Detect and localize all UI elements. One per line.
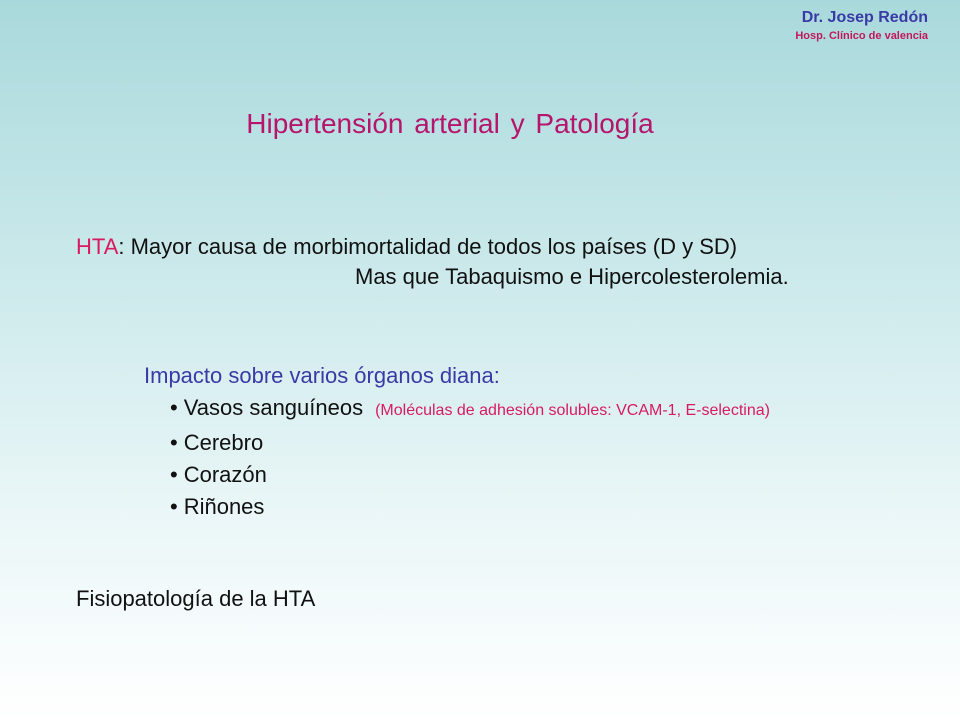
slide-title: Hipertensión arterial y Patología bbox=[246, 108, 654, 139]
organ-label: Corazón bbox=[183, 462, 267, 487]
hta-label: HTA bbox=[76, 234, 119, 259]
list-item-rinones bbox=[170, 491, 770, 523]
impact-heading: Impacto sobre varios órganos diana: bbox=[144, 363, 500, 388]
author-name: Dr. Josep Redón bbox=[801, 9, 928, 26]
statement-line-2: Mas que Tabaquismo e Hipercolesterolemia. bbox=[355, 264, 789, 289]
list-item-cerebro bbox=[170, 427, 770, 459]
organ-label: Riñones bbox=[183, 494, 265, 519]
organ-note: (Moléculas de adhesión solubles: VCAM-1, E-selectina) bbox=[375, 402, 770, 419]
statement-line-1 bbox=[76, 232, 737, 262]
bullet: • bbox=[170, 494, 178, 519]
list-item-corazon bbox=[170, 459, 770, 491]
organ-list bbox=[170, 392, 770, 523]
bullet: • bbox=[170, 395, 178, 420]
list-item-vasos bbox=[170, 392, 770, 427]
statement-text-1: : Mayor causa de morbimortalidad de todos los países (D y SD) bbox=[118, 234, 738, 259]
bullet: • bbox=[170, 462, 178, 487]
bullet: • bbox=[170, 430, 178, 455]
organ-label: Cerebro bbox=[183, 430, 264, 455]
footer-text: Fisiopatología de la HTA bbox=[76, 586, 316, 611]
author-hospital: Hosp. Clínico de valencia bbox=[795, 30, 928, 42]
author-block bbox=[795, 8, 928, 44]
organ-label: Vasos sanguíneos bbox=[183, 395, 364, 420]
